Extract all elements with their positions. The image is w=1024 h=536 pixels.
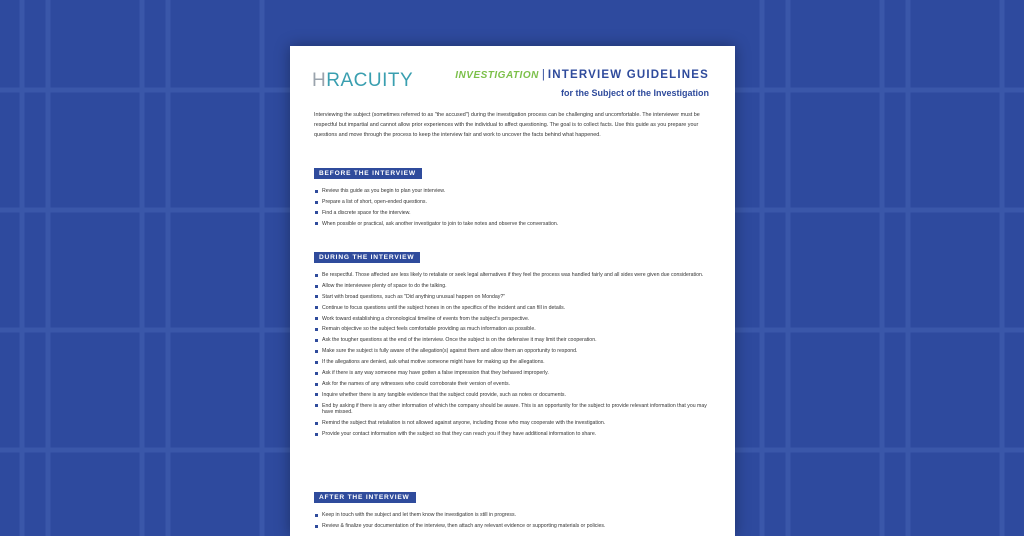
document-subtitle: for the Subject of the Investigation: [560, 88, 709, 98]
logo-text: RACUITY: [326, 70, 414, 91]
list-item: Remind the subject that retaliation is not allowed against anyone, including those who may cooperate with the investigation.: [314, 420, 714, 427]
list-item: Keep in touch with the subject and let them know the investigation is still in progress.: [314, 512, 714, 519]
list-item: Review & finalize your documentation of the interview, then attach any relevant evidence or supporting materials or policies.: [314, 523, 714, 530]
section-heading-before: BEFORE THE INTERVIEW: [314, 168, 422, 179]
list-item: Make sure the subject is fully aware of the allegation(s) against them and allow them an opportunity to respond.: [314, 348, 714, 355]
list-item: When possible or practical, ask another investigator to join to take notes and observe the conversation.: [314, 221, 714, 228]
document-page: [290, 46, 735, 536]
after-list: [314, 512, 714, 534]
list-item: Be respectful. Those affected are less likely to retaliate or seek legal alternatives if they feel the process was handled fairly and all sides were given due consideration.: [314, 272, 714, 279]
header-separator: |: [541, 69, 545, 81]
list-item: Allow the interviewee plenty of space to do the talking.: [314, 283, 714, 290]
list-item: Prepare a list of short, open-ended questions.: [314, 199, 714, 206]
list-item: Remain objective so the subject feels comfortable providing as much information as possible.: [314, 326, 714, 333]
before-list: [314, 188, 714, 232]
logo-prefix: H: [312, 70, 327, 91]
list-item: Review this guide as you begin to plan your interview.: [314, 188, 714, 195]
list-item: If the allegations are denied, ask what motive someone might have for making up the allegations.: [314, 359, 714, 366]
document-header: [455, 69, 709, 81]
list-item: Ask the tougher questions at the end of the interview. Once the subject is on the defensive it may limit their cooperation.: [314, 337, 714, 344]
list-item: Find a discrete space for the interview.: [314, 210, 714, 217]
list-item: Ask for the names of any witnesses who could corroborate their version of events.: [314, 381, 714, 388]
list-item: Provide your contact information with the subject so that they can reach you if they have additional information to share.: [314, 431, 714, 438]
hracuity-logo: [312, 70, 413, 92]
list-item: End by asking if there is any other information of which the company should be aware. This is an opportunity for the subject to provide relevant information that you may have missed.: [314, 403, 714, 416]
list-item: Work toward establishing a chronological timeline of events from the subject's perspective.: [314, 316, 714, 323]
list-item: Continue to focus questions until the subject hones in on the specifics of the incident and can fill in details.: [314, 305, 714, 312]
list-item: Start with broad questions, such as "Did anything unusual happen on Monday?": [314, 294, 714, 301]
list-item: Ask if there is any way someone may have gotten a false impression that they behaved improperly.: [314, 370, 714, 377]
header-tag: INVESTIGATION: [455, 70, 539, 81]
document-title: INTERVIEW GUIDELINES: [547, 69, 709, 81]
section-heading-after: AFTER THE INTERVIEW: [314, 492, 416, 503]
section-heading-during: DURING THE INTERVIEW: [314, 252, 420, 263]
during-list: [314, 272, 714, 442]
list-item: Inquire whether there is any tangible evidence that the subject could provide, such as notes or documents.: [314, 392, 714, 399]
intro-paragraph: Interviewing the subject (sometimes referred to as "the accused") during the investigation process can be challenging and uncomfortable. The interviewer must be respectful but impartial and cannot allow prior experiences with the individual to affect questioning. The goal is to collect facts. Use this guide as you prepare your questions and move through the process to keep the interview fair and work to uncover the facts behind what happened.: [314, 112, 700, 138]
